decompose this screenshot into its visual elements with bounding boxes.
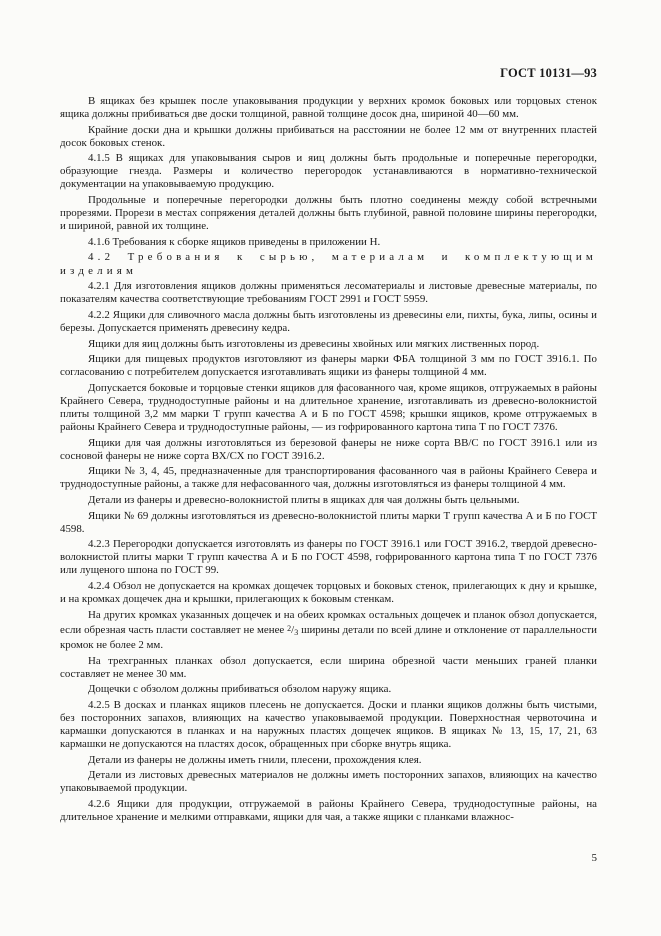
paragraph: Детали из листовых древесных материалов не должны иметь посторонних запахов, влияющих на качество упаковываемой продукции. [60, 769, 597, 795]
page-number: 5 [591, 852, 597, 864]
paragraph: 4.2.6 Ящики для продукции, отгружаемой в районы Крайнего Севера, труднодоступные районы, на длительное хранение и мелкими отправками, ящики для чая, а также ящики с планками влажнос- [60, 797, 597, 823]
standard-header: ГОСТ 10131—93 [500, 66, 597, 80]
paragraph: 4.1.6 Требования к сборке ящиков приведены в приложении Н. [88, 235, 381, 248]
paragraph: Детали из фанеры не должны иметь гнили, плесени, прохождения клея. [88, 753, 422, 766]
section-heading: 4.2 Требования к сырью, материалам и комплектующим изделиям [60, 251, 597, 277]
paragraph: В ящиках без крышек после упаковывания продукции у верхних кромок боковых или торцовых стенок ящика должны прибиваться две доски толщиной, равной толщине досок дна, шириной 40—60 мм. [60, 95, 597, 121]
paragraph: 4.2.2 Ящики для сливочного масла должны быть изготовлены из древесины ели, пихты, бука, липы, осины и березы. Допускается применять древесину кедра. [60, 308, 597, 334]
paragraph: Ящики для яиц должны быть изготовлены из древесины хвойных или мягких лиственных пород. [88, 337, 540, 350]
paragraph: Ящики № 69 должны изготовляться из древесно-волокнистой плиты марки Т групп качества А и Б по ГОСТ 4598. [60, 509, 597, 535]
paragraph: Детали из фанеры и древесно-волокнистой плиты в ящиках для чая должны быть цельными. [88, 494, 520, 507]
paragraph: Дощечки с обзолом должны прибиваться обзолом наружу ящика. [88, 683, 392, 696]
paragraph-with-fraction: На других кромках указанных дощечек и на обеих кромках остальных дощечек и планок обзол допускается, если обрезная часть пласти составляет не менее $^2/_3$ ширины детали по всей длине и отклонение от параллельности кромок не более 2 мм. [60, 608, 598, 651]
paragraph: 4.1.5 В ящиках для упаковывания сыров и яиц должны быть продольные и поперечные перегородки, образующие гнезда. Размеры и количество перегородок устанавливаются в нормативно-технической документации на упаковываемую продукцию. [60, 152, 597, 191]
paragraph: Ящики для чая должны изготовляться из березовой фанеры не ниже сорта ВВ/С по ГОСТ 3916.1 или из сосновой фанеры не ниже сорта ВХ/СХ по ГОСТ 3916.2. [60, 436, 597, 462]
paragraph: Ящики № 3, 4, 45, предназначенные для транспортирования фасованного чая в районы Крайнего Севера и труднодоступные районы, а также для нефасованного чая, должны изготовляться из фанеры толщиной 4 мм. [60, 465, 597, 491]
paragraph: 4.2.1 Для изготовления ящиков должны применяться лесоматериалы и листовые древесные материалы, по показателям качества соответствующие требованиям ГОСТ 2991 и ГОСТ 5959. [60, 280, 597, 306]
paragraph: Допускается боковые и торцовые стенки ящиков для фасованного чая, кроме ящиков, отгружаемых в районы Крайнего Севера, труднодоступные районы и на длительное хранение, изготавливать из древесно-волокнистой плиты толщиной 3,2 мм марки Т групп качества А и Б по ГОСТ 4598; крышки ящиков, кроме отгружаемых в районы Крайнего Севера и труднодоступные районы, — из гофрированного картона типа Т по ГОСТ 7376. [60, 381, 597, 434]
paragraph: 4.2.4 Обзол не допускается на кромках дощечек торцовых и боковых стенок, прилегающих к дну и крышке, и на кромках дощечек дна и крышки, прилегающих к боковым стенкам. [60, 580, 597, 606]
document-body [60, 95, 597, 827]
paragraph-part: ширины детали по всей длине и отклонение от параллельности кромок не более 2 мм. [60, 623, 598, 651]
paragraph: На трехгранных планках обзол допускается, если ширина обрезной части меньших граней планки составляет не менее 30 мм. [60, 654, 597, 680]
fraction-denominator: 3 [294, 627, 299, 637]
paragraph: Продольные и поперечные перегородки должны быть плотно соединены между собой встречными прорезями. Прорези в местах сопряжения деталей должны быть глубиной, равной половине ширины перегородки, и шириной, равной их толщине. [60, 194, 597, 233]
paragraph: 4.2.3 Перегородки допускается изготовлять из фанеры по ГОСТ 3916.1 или ГОСТ 3916.2, твердой древесно-волокнистой плиты марки Т групп качества А и Б по ГОСТ 4598, гофрированного картона типа Т по ГОСТ 7376 или лущеного шпона по ГОСТ 99. [60, 538, 597, 577]
fraction-numerator: 2 [287, 623, 292, 633]
paragraph-part: На других кромках указанных дощечек и на обеих кромках остальных дощечек и планок обзол допускается, если обрезная часть пласти составляет не менее [60, 608, 597, 636]
paragraph: Крайние доски дна и крышки должны прибиваться на расстоянии не более 12 мм от внутренних пластей досок боковых стенок. [60, 123, 597, 149]
paragraph: 4.2.5 В досках и планках ящиков плесень не допускается. Доски и планки ящиков должны быть чистыми, без посторонних запахов, влияющих на качество упаковываемой продукции. Поверхностная червоточина и кармашки допускаются в планках и на наружных пластях дощечек ящиков. В ящиках № 13, 15, 17, 21, 63 кармашки не допускаются на пластях досок, обращенных при сборке внутрь ящика. [60, 698, 597, 750]
paragraph: Ящики для пищевых продуктов изготовляют из фанеры марки ФБА толщиной 3 мм по ГОСТ 3916.1. По согласованию с потребителем допускается изготавливать ящики из фанеры толщиной 4 мм. [60, 353, 597, 379]
